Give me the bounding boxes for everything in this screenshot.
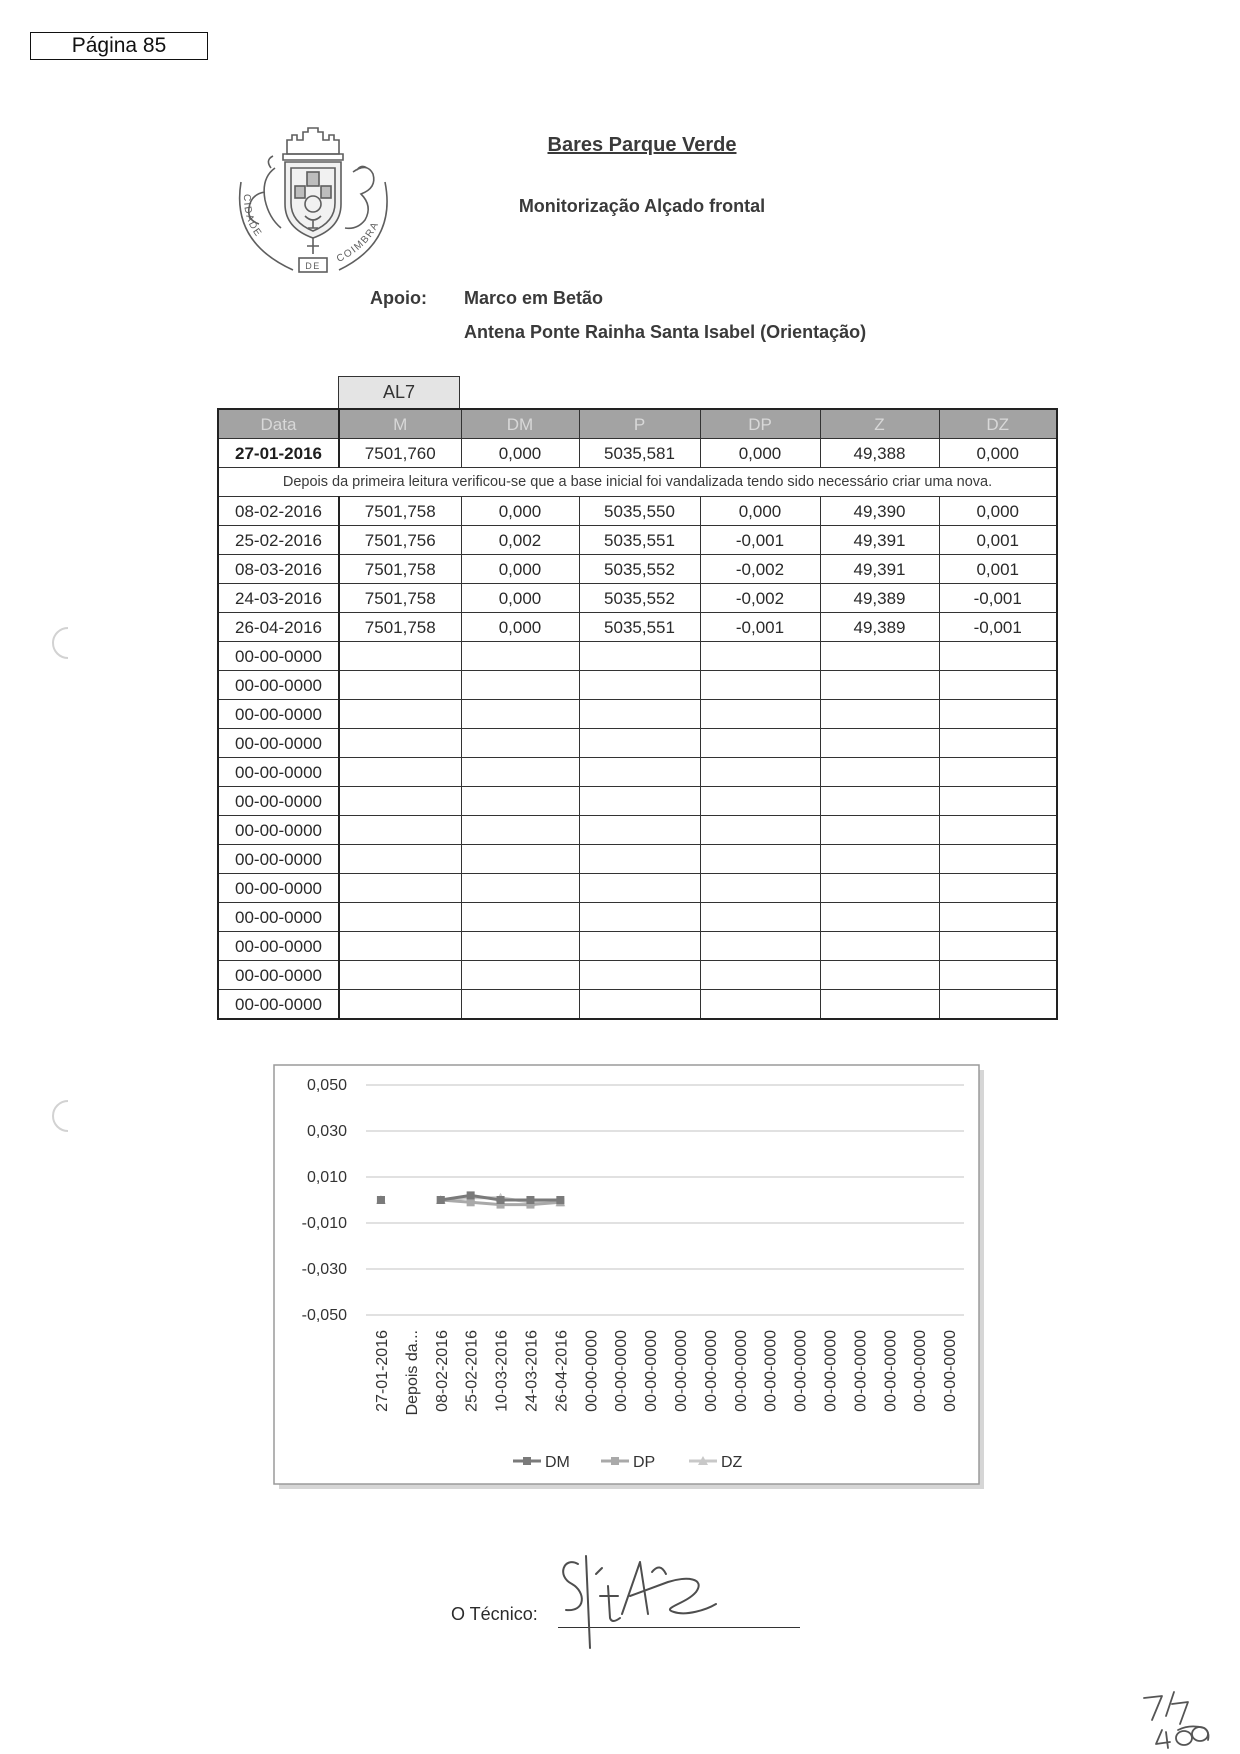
p-cell <box>579 671 700 700</box>
monitoring-table <box>217 408 1058 1020</box>
dp-cell: -0,001 <box>700 613 820 642</box>
table-row <box>218 990 1057 1020</box>
p-cell <box>579 845 700 874</box>
dp-cell <box>700 729 820 758</box>
table-row <box>218 874 1057 903</box>
column-header-m: M <box>339 409 461 439</box>
z-cell <box>820 729 939 758</box>
dz-cell <box>939 990 1057 1020</box>
p-cell: 5035,552 <box>579 584 700 613</box>
table-head <box>218 409 1057 439</box>
z-cell: 49,388 <box>820 439 939 468</box>
x-tick-label: 26-04-2016 <box>553 1330 571 1412</box>
data-point <box>467 1191 475 1199</box>
dm-cell <box>461 787 579 816</box>
seal-lettering-left: CIDADE <box>240 193 264 240</box>
legend-label: DM <box>545 1454 570 1471</box>
chart-frame <box>274 1065 979 1484</box>
coat-of-arms <box>231 124 394 276</box>
z-cell <box>820 845 939 874</box>
z-cell <box>820 671 939 700</box>
seal-escutcheon <box>307 172 319 186</box>
z-cell <box>820 874 939 903</box>
column-header-dp: DP <box>700 409 820 439</box>
legend-label: DP <box>633 1454 656 1471</box>
dm-cell: 0,000 <box>461 613 579 642</box>
p-cell <box>579 932 700 961</box>
seal-pendant <box>307 238 319 254</box>
z-cell <box>820 787 939 816</box>
date-cell: 00-00-0000 <box>218 932 339 961</box>
x-tick-label: 10-03-2016 <box>493 1330 511 1412</box>
dp-cell <box>700 758 820 787</box>
date-cell: 00-00-0000 <box>218 642 339 671</box>
x-tick-label: 00-00-0000 <box>912 1330 930 1412</box>
table-row <box>218 642 1057 671</box>
p-cell <box>579 990 700 1020</box>
data-point <box>467 1198 475 1206</box>
table-row <box>218 555 1057 584</box>
seal-escutcheon <box>295 186 305 198</box>
dp-cell <box>700 932 820 961</box>
dp-cell <box>700 961 820 990</box>
dz-cell: -0,001 <box>939 613 1057 642</box>
dp-cell: -0,001 <box>700 526 820 555</box>
z-cell: 49,391 <box>820 555 939 584</box>
date-cell: 00-00-0000 <box>218 845 339 874</box>
date-cell: 00-00-0000 <box>218 961 339 990</box>
seal-right-creature <box>345 166 374 228</box>
date-cell: 00-00-0000 <box>218 671 339 700</box>
p-cell <box>579 642 700 671</box>
dm-cell <box>461 874 579 903</box>
dz-cell <box>939 700 1057 729</box>
x-tick-label: 00-00-0000 <box>613 1330 631 1412</box>
legend-label: DZ <box>721 1454 743 1471</box>
data-point <box>526 1196 534 1204</box>
seal-text-left <box>241 194 264 240</box>
p-cell <box>579 816 700 845</box>
table-row <box>218 816 1057 845</box>
p-cell: 5035,581 <box>579 439 700 468</box>
m-cell: 7501,760 <box>339 439 461 468</box>
z-cell <box>820 961 939 990</box>
dz-cell <box>939 845 1057 874</box>
dp-cell <box>700 990 820 1020</box>
dm-cell: 0,000 <box>461 497 579 526</box>
date-cell: 25-02-2016 <box>218 526 339 555</box>
date-cell: 00-00-0000 <box>218 758 339 787</box>
z-cell <box>820 758 939 787</box>
dm-cell <box>461 671 579 700</box>
z-cell <box>820 932 939 961</box>
x-tick-label: 00-00-0000 <box>702 1330 720 1412</box>
x-tick-label: 00-00-0000 <box>942 1330 960 1412</box>
deviation-chart <box>273 1064 988 1493</box>
table-row <box>218 497 1057 526</box>
m-cell <box>339 642 461 671</box>
legend-marker <box>523 1457 531 1465</box>
z-cell: 49,391 <box>820 526 939 555</box>
y-tick-label: -0,030 <box>301 1261 347 1278</box>
dp-cell <box>700 700 820 729</box>
table-row <box>218 729 1057 758</box>
x-tick-label: 00-00-0000 <box>672 1330 690 1412</box>
m-cell <box>339 903 461 932</box>
dm-cell: 0,000 <box>461 584 579 613</box>
dz-cell: 0,001 <box>939 526 1057 555</box>
x-tick-label: 00-00-0000 <box>762 1330 780 1412</box>
m-cell: 7501,758 <box>339 555 461 584</box>
z-cell: 49,390 <box>820 497 939 526</box>
m-cell: 7501,756 <box>339 526 461 555</box>
table-row <box>218 961 1057 990</box>
m-cell <box>339 932 461 961</box>
y-tick-label: 0,050 <box>306 1077 347 1094</box>
z-cell <box>820 990 939 1020</box>
x-tick-label: 00-00-0000 <box>732 1330 750 1412</box>
dp-cell <box>700 903 820 932</box>
legend-marker <box>611 1457 619 1465</box>
x-tick-label: 24-03-2016 <box>523 1330 541 1412</box>
m-cell <box>339 874 461 903</box>
dp-cell: 0,000 <box>700 439 820 468</box>
support-line-2: Antena Ponte Rainha Santa Isabel (Orientação) <box>464 322 867 342</box>
date-cell: 00-00-0000 <box>218 729 339 758</box>
support-label: Apoio: <box>370 288 427 308</box>
x-tick-label: 25-02-2016 <box>463 1330 481 1412</box>
data-point <box>497 1196 505 1204</box>
z-cell: 49,389 <box>820 613 939 642</box>
support-line-1: Marco em Betão <box>464 288 604 308</box>
handwritten-page-mark <box>1138 1688 1218 1750</box>
x-tick-label: 00-00-0000 <box>852 1330 870 1412</box>
m-cell <box>339 961 461 990</box>
m-cell <box>339 700 461 729</box>
dz-cell <box>939 961 1057 990</box>
p-cell: 5035,551 <box>579 526 700 555</box>
column-header-z: Z <box>820 409 939 439</box>
table-row <box>218 903 1057 932</box>
dp-cell <box>700 671 820 700</box>
dm-cell <box>461 903 579 932</box>
x-tick-label: 27-01-2016 <box>373 1330 391 1412</box>
punch-mark <box>48 625 76 661</box>
date-cell: 00-00-0000 <box>218 816 339 845</box>
x-tick-label: 00-00-0000 <box>792 1330 810 1412</box>
technician-label: O Técnico: <box>451 1604 538 1624</box>
page-label: Página 85 <box>30 32 208 60</box>
dz-cell <box>939 903 1057 932</box>
date-cell: 26-04-2016 <box>218 613 339 642</box>
dm-cell <box>461 932 579 961</box>
dz-cell: -0,001 <box>939 584 1057 613</box>
dz-cell: 0,000 <box>939 497 1057 526</box>
p-cell <box>579 961 700 990</box>
dm-cell <box>461 816 579 845</box>
column-header-dz: DZ <box>939 409 1057 439</box>
dp-cell <box>700 874 820 903</box>
dm-cell: 0,002 <box>461 526 579 555</box>
seal-lettering-right: COIMBRA <box>334 219 382 265</box>
z-cell <box>820 816 939 845</box>
z-cell <box>820 642 939 671</box>
m-cell <box>339 729 461 758</box>
column-header-dm: DM <box>461 409 579 439</box>
handwritten-signature <box>556 1552 726 1652</box>
data-point <box>377 1196 385 1204</box>
m-cell <box>339 787 461 816</box>
table-row <box>218 758 1057 787</box>
dm-cell <box>461 642 579 671</box>
date-cell: 00-00-0000 <box>218 903 339 932</box>
table-row <box>218 439 1057 468</box>
z-cell: 49,389 <box>820 584 939 613</box>
table-row <box>218 526 1057 555</box>
m-cell <box>339 990 461 1020</box>
seal-crown <box>287 128 339 154</box>
dz-cell: 0,001 <box>939 555 1057 584</box>
p-cell <box>579 700 700 729</box>
date-cell: 27-01-2016 <box>218 439 339 468</box>
y-tick-label: -0,010 <box>301 1215 347 1232</box>
punch-mark <box>48 1098 76 1134</box>
m-cell <box>339 816 461 845</box>
date-cell: 08-03-2016 <box>218 555 339 584</box>
dp-cell <box>700 642 820 671</box>
seal-lettering-bottom: DE <box>305 261 321 271</box>
dm-cell <box>461 845 579 874</box>
table-row <box>218 787 1057 816</box>
p-cell <box>579 903 700 932</box>
table-note-row <box>218 468 1057 497</box>
dm-cell: 0,000 <box>461 439 579 468</box>
x-tick-label: 00-00-0000 <box>643 1330 661 1412</box>
m-cell <box>339 758 461 787</box>
dz-cell <box>939 874 1057 903</box>
date-cell: 00-00-0000 <box>218 874 339 903</box>
p-cell: 5035,552 <box>579 555 700 584</box>
page-subtitle: Monitorização Alçado frontal <box>518 196 766 216</box>
date-cell: 00-00-0000 <box>218 990 339 1020</box>
dm-cell: 0,000 <box>461 555 579 584</box>
dz-cell <box>939 787 1057 816</box>
page-title: Bares Parque Verde <box>547 134 737 156</box>
data-point <box>437 1196 445 1204</box>
table-row <box>218 700 1057 729</box>
date-cell: 00-00-0000 <box>218 787 339 816</box>
dz-cell <box>939 642 1057 671</box>
dm-cell <box>461 990 579 1020</box>
p-cell: 5035,550 <box>579 497 700 526</box>
m-cell: 7501,758 <box>339 613 461 642</box>
p-cell: 5035,551 <box>579 613 700 642</box>
x-tick-label: 00-00-0000 <box>822 1330 840 1412</box>
seal-escutcheon <box>321 186 331 198</box>
m-cell <box>339 671 461 700</box>
y-tick-label: 0,030 <box>306 1123 347 1140</box>
date-cell: 08-02-2016 <box>218 497 339 526</box>
m-cell: 7501,758 <box>339 497 461 526</box>
p-cell <box>579 729 700 758</box>
table-body <box>218 439 1057 1020</box>
date-cell: 24-03-2016 <box>218 584 339 613</box>
dp-cell <box>700 787 820 816</box>
dp-cell <box>700 845 820 874</box>
p-cell <box>579 787 700 816</box>
p-cell <box>579 874 700 903</box>
data-point <box>556 1196 564 1204</box>
dp-cell: -0,002 <box>700 555 820 584</box>
dz-cell: 0,000 <box>939 439 1057 468</box>
table-row <box>218 845 1057 874</box>
p-cell <box>579 758 700 787</box>
table-row <box>218 932 1057 961</box>
dp-cell <box>700 816 820 845</box>
dz-cell <box>939 816 1057 845</box>
x-tick-label: Depois da... <box>403 1330 421 1416</box>
dp-cell: -0,002 <box>700 584 820 613</box>
table-header-row <box>218 409 1057 439</box>
z-cell <box>820 903 939 932</box>
dp-cell: 0,000 <box>700 497 820 526</box>
x-tick-label: 00-00-0000 <box>882 1330 900 1412</box>
column-header-p: P <box>579 409 700 439</box>
dz-cell <box>939 729 1057 758</box>
dm-cell <box>461 729 579 758</box>
z-cell <box>820 700 939 729</box>
date-cell: 00-00-0000 <box>218 700 339 729</box>
point-label: AL7 <box>338 376 460 408</box>
seal-crown-band <box>283 154 343 160</box>
dz-cell <box>939 932 1057 961</box>
dm-cell <box>461 961 579 990</box>
y-tick-label: -0,050 <box>301 1307 347 1324</box>
dz-cell <box>939 671 1057 700</box>
table-row <box>218 584 1057 613</box>
column-header-data: Data <box>218 409 339 439</box>
dm-cell <box>461 758 579 787</box>
m-cell: 7501,758 <box>339 584 461 613</box>
m-cell <box>339 845 461 874</box>
table-note: Depois da primeira leitura verificou-se que a base inicial foi vandalizada tendo sido necessário criar uma nova. <box>218 468 1057 497</box>
x-tick-label: 08-02-2016 <box>433 1330 451 1412</box>
dm-cell <box>461 700 579 729</box>
dz-cell <box>939 758 1057 787</box>
x-tick-label: 00-00-0000 <box>583 1330 601 1412</box>
y-tick-label: 0,010 <box>306 1169 347 1186</box>
table-row <box>218 671 1057 700</box>
table-row <box>218 613 1057 642</box>
